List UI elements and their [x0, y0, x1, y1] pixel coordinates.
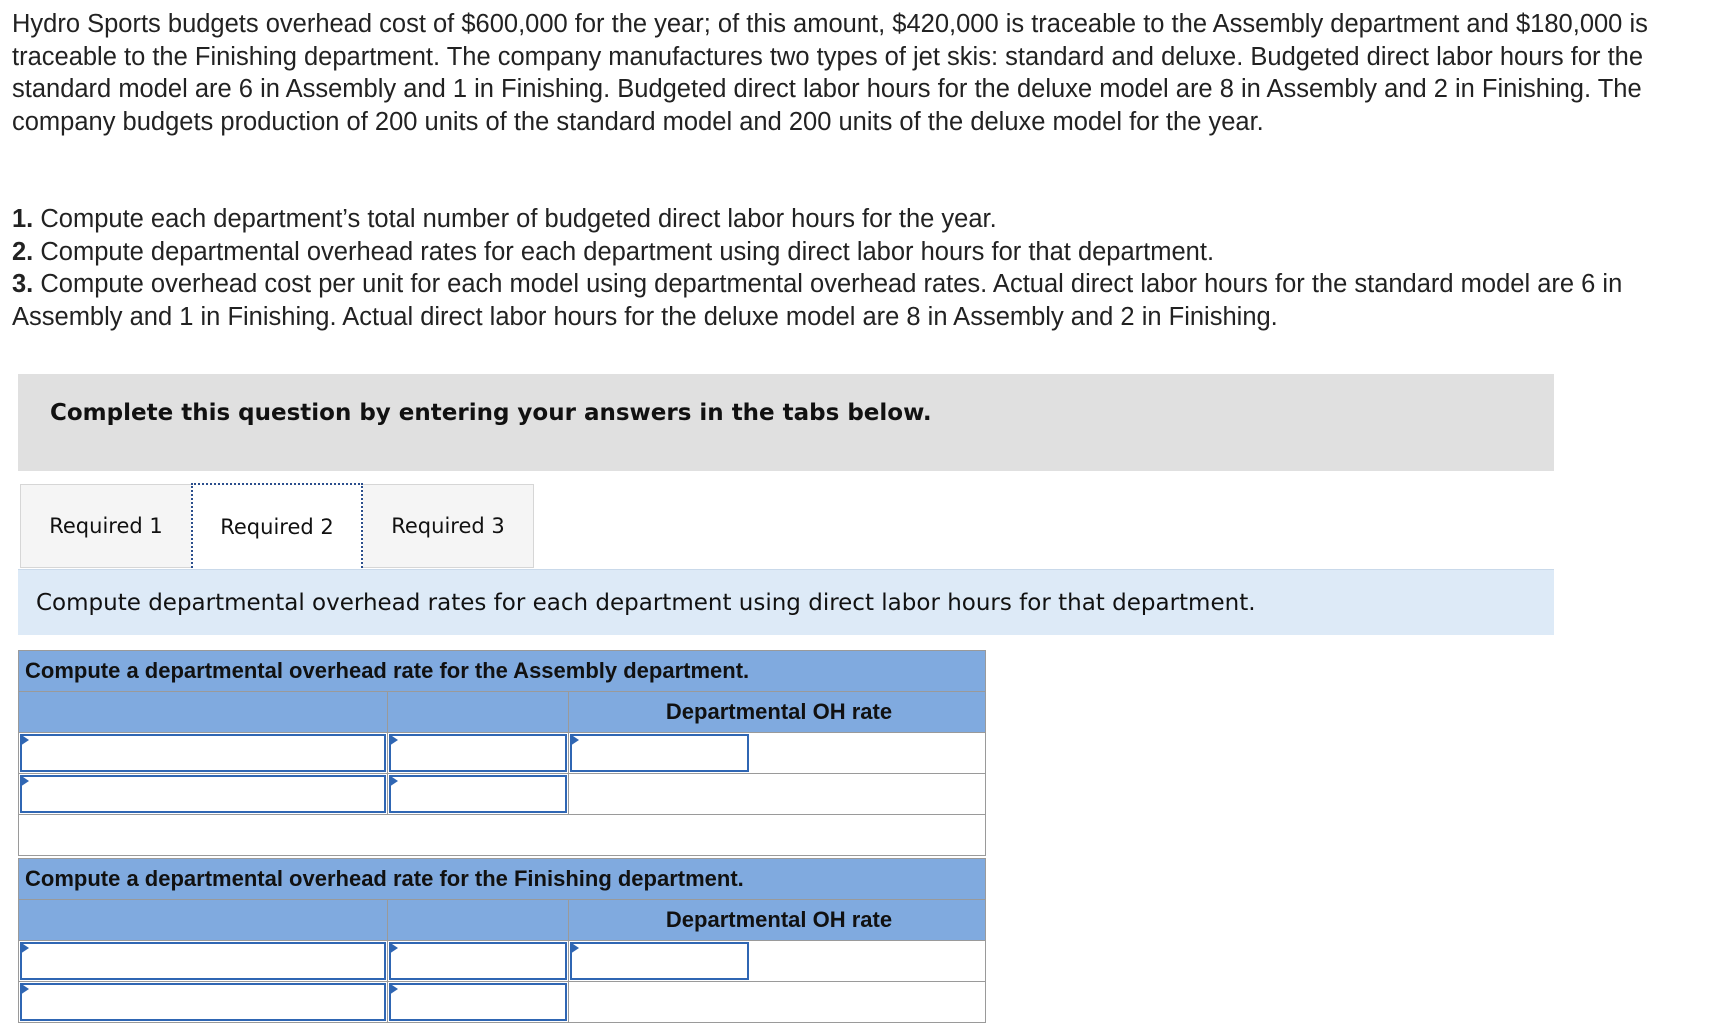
tab-required-2[interactable]: Required 2 — [191, 483, 363, 571]
problem-statement: Hydro Sports budgets overhead cost of $600,000 for the year; of this amount, $420,000 is traceable to the Assembly department and $180,000 is traceable to the Finishing department. The company manufactures two types of jet skis: standard and deluxe. Budgeted direct labor hours for the standard model are 6 in Assembly and 1 in Finishing. Budgeted direct labor hours for the deluxe model are 8 in Assembly and 2 in Finishing. The company budgets production of 200 units of the standard model and 200 units of the deluxe model for the year. — [12, 10, 1648, 136]
entry-marker-icon — [20, 734, 29, 746]
requirement-text: Compute each department’s total number of budgeted direct labor hours for the year. — [33, 205, 997, 233]
assembly-label-input-1[interactable] — [19, 733, 388, 774]
finishing-label-input-1[interactable] — [19, 941, 388, 982]
header-cell — [19, 692, 388, 733]
entry-marker-icon — [20, 775, 29, 787]
entry-marker-icon — [20, 983, 29, 995]
finishing-rate-input[interactable] — [569, 941, 986, 982]
entry-marker-icon — [570, 942, 579, 954]
assembly-heading: Compute a departmental overhead rate for the Assembly department. — [19, 651, 986, 692]
requirement-number: 1. — [12, 205, 34, 233]
tab-prompt-bar — [18, 569, 1554, 635]
tab-required-1[interactable]: Required 1 — [20, 484, 192, 568]
requirement-text: Compute overhead cost per unit for each model using departmental overhead rates. Actual direct labor hours for the standard model are 6 in Assembly and 1 in Finishing. Actual direct labor hours for the deluxe model are 8 in Assembly and 2 in Finishing. — [12, 270, 1623, 331]
empty-cell — [569, 982, 986, 1023]
tab-prompt-text: Compute departmental overhead rates for each department using direct labor hours for that department. — [36, 590, 1256, 616]
finishing-value-input-1[interactable] — [388, 941, 569, 982]
finishing-heading: Compute a departmental overhead rate for the Finishing department. — [19, 859, 986, 900]
entry-marker-icon — [389, 983, 398, 995]
rate-column-header: Departmental OH rate — [569, 900, 986, 941]
tab-required-3[interactable]: Required 3 — [362, 484, 534, 568]
requirement-3 — [12, 268, 1712, 333]
finishing-label-input-2[interactable] — [19, 982, 388, 1023]
requirement-1 — [12, 203, 1712, 236]
rate-column-header: Departmental OH rate — [569, 692, 986, 733]
assembly-value-input-1[interactable] — [388, 733, 569, 774]
empty-cell — [569, 774, 986, 815]
entry-marker-icon — [570, 734, 579, 746]
instruction-text: Complete this question by entering your answers in the tabs below. — [50, 400, 932, 426]
assembly-rate-table — [18, 650, 986, 856]
assembly-value-input-2[interactable] — [388, 774, 569, 815]
requirements-list — [12, 203, 1712, 333]
assembly-label-input-2[interactable] — [19, 774, 388, 815]
instruction-banner — [18, 374, 1554, 471]
spacer-row — [19, 815, 986, 856]
finishing-rate-table — [18, 858, 986, 1023]
requirement-text: Compute departmental overhead rates for each department using direct labor hours for that department. — [33, 237, 1215, 266]
assembly-rate-input[interactable] — [569, 733, 986, 774]
finishing-value-input-2[interactable] — [388, 982, 569, 1023]
requirement-2 — [12, 236, 1712, 269]
header-cell — [388, 900, 569, 941]
entry-marker-icon — [20, 942, 29, 954]
entry-marker-icon — [389, 775, 398, 787]
entry-marker-icon — [389, 734, 398, 746]
header-cell — [388, 692, 569, 733]
header-cell — [19, 900, 388, 941]
requirement-number: 3. — [12, 270, 34, 298]
requirement-number: 2. — [12, 237, 34, 266]
entry-marker-icon — [389, 942, 398, 954]
